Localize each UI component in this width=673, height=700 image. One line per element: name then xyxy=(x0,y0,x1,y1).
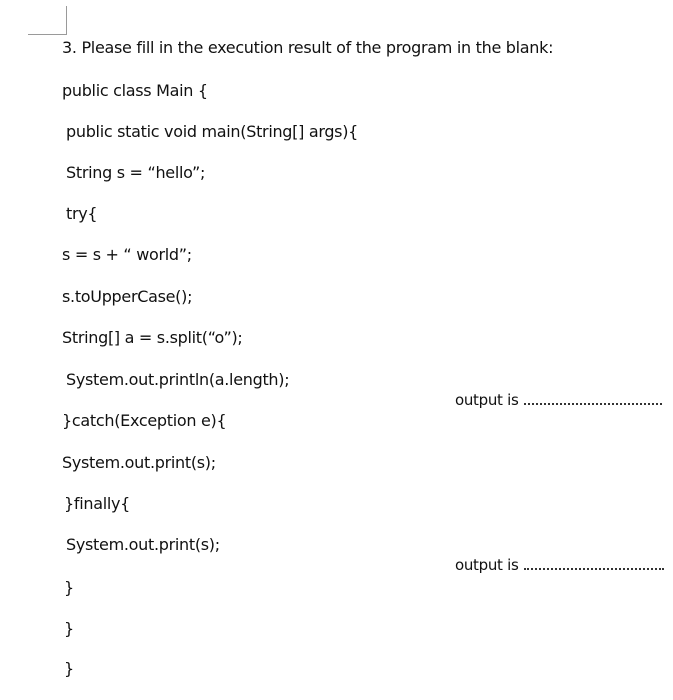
code-line-close-brace-3: } xyxy=(64,659,74,678)
code-line-string-init: String s = “hello”; xyxy=(66,163,206,182)
code-line-catch-print: System.out.print(s); xyxy=(62,453,216,472)
output-answer-2 xyxy=(446,535,664,575)
answer-blank-1[interactable] xyxy=(524,402,662,405)
code-line-println: System.out.println(a.length); xyxy=(66,370,290,389)
code-line-concat: s = s + “ world”; xyxy=(62,245,192,264)
code-line-split: String[] a = s.split(“o”); xyxy=(62,328,243,347)
code-line-try: try{ xyxy=(66,204,98,223)
code-line-catch: }catch(Exception e){ xyxy=(62,411,227,430)
output-answer-1 xyxy=(446,370,662,410)
corner-crop-mark xyxy=(28,6,67,35)
code-line-close-brace-1: } xyxy=(64,578,74,597)
output-label-2: output is xyxy=(454,556,519,574)
answer-blank-2[interactable] xyxy=(524,567,664,570)
output-label-1: output is xyxy=(454,391,519,409)
code-line-uppercase: s.toUpperCase(); xyxy=(62,287,193,306)
code-line-finally: }finally{ xyxy=(64,494,131,513)
code-line-close-brace-2: } xyxy=(64,619,74,638)
code-line-main-decl: public static void main(String[] args){ xyxy=(66,122,359,141)
code-line-class-decl: public class Main { xyxy=(62,81,208,100)
code-line-finally-print: System.out.print(s); xyxy=(66,535,220,554)
question-title: 3. Please fill in the execution result of the program in the blank: xyxy=(62,38,554,57)
